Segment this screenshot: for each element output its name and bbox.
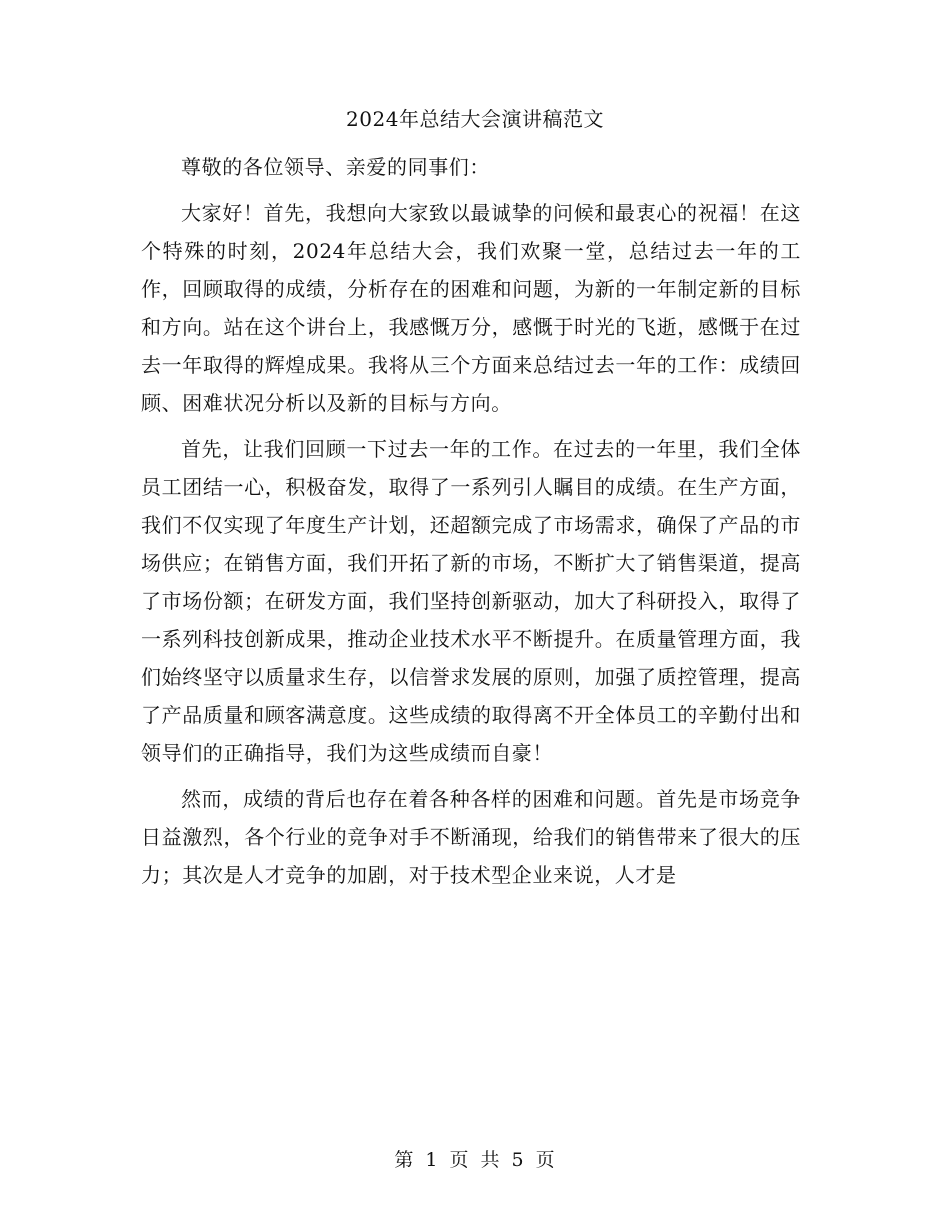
salutation-paragraph: 尊敬的各位领导、亲爱的同事们： <box>181 155 490 179</box>
body-paragraph: 然而，成绩的背后也存在着各种各样的困难和问题。首先是市场竞争日益激烈，各个行业的竞争对手不断涌现，给我们的销售带来了很大的压力；其次是人才竞争的加剧，对于技术型企业来说，人才是 <box>141 787 801 887</box>
document-title: 2024年总结大会演讲稿范文 <box>346 107 604 131</box>
body-paragraph: 首先，让我们回顾一下过去一年的工作。在过去的一年里，我们全体员工团结一心，积极奋发，取得了一系列引人瞩目的成绩。在生产方面，我们不仅实现了年度生产计划，还超额完成了市场需求，确保了产品的市场供应；在销售方面，我们开拓了新的市场，不断扩大了销售渠道，提高了市场份额；在研发方面，我们坚持创新驱动，加大了科研投入，取得了一系列科技创新成果，推动企业技术水平不断提升。在质量管理方面，我们始终坚守以质量求生存，以信誉求发展的原则，加强了质控管理，提高了产品质量和顾客满意度。这些成绩的取得离不开全体员工的辛勤付出和领导们的正确指导，我们为这些成绩而自豪！ <box>141 437 801 765</box>
body-paragraph: 大家好！首先，我想向大家致以最诚挚的问候和最衷心的祝福！在这个特殊的时刻，2024年总结大会，我们欢聚一堂，总结过去一年的工作，回顾取得的成绩，分析存在的困难和问题，为新的一年制定新的目标和方向。站在这个讲台上，我感慨万分，感慨于时光的飞逝，感慨于在过去一年取得的辉煌成果。我将从三个方面来总结过去一年的工作：成绩回顾、困难状况分析以及新的目标与方向。 <box>141 201 801 415</box>
page-footer: 第 1 页 共 5 页 <box>394 1149 556 1171</box>
document-body <box>141 148 801 902</box>
